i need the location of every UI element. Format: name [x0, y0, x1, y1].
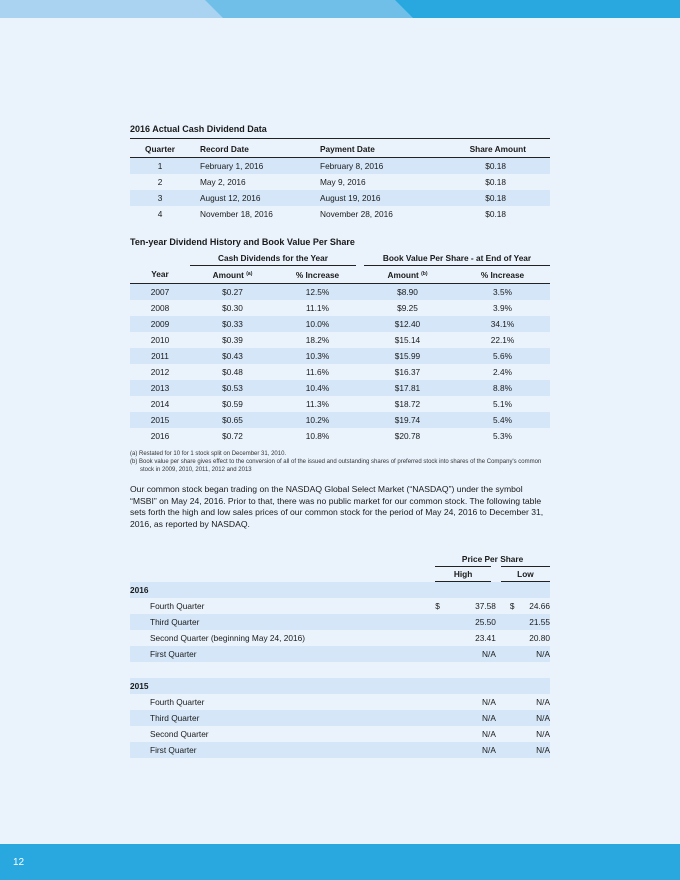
stock-trading-paragraph: Our common stock began trading on the NASDAQ Global Select Market (“NASDAQ”) under the symbol “MSBI” on May 24, 2016. Prior to that, there was no public market for our common stock. The following table sets forth the high and low sales prices of our common stock for the period of May 24, 2016 to December 31, 2016, as reported by NASDAQ.	[130, 484, 544, 529]
col-header: Amount $^{(b)}$	[360, 266, 455, 284]
table-row	[130, 694, 550, 710]
table-cell: May 2, 2016	[200, 177, 246, 187]
table-row	[130, 206, 550, 222]
table-row	[130, 710, 550, 726]
high-price: N/A	[482, 729, 496, 739]
table-cell: November 28, 2016	[320, 209, 393, 219]
year-label: 2016	[130, 582, 550, 599]
currency-symbol	[496, 710, 515, 726]
table-row	[130, 316, 550, 332]
table-row	[130, 380, 550, 396]
group-header-row	[130, 552, 550, 567]
table-cell: $0.18	[485, 177, 506, 187]
footnote-a: (a) Restated for 10 for 1 stock split on December 31, 2010.	[130, 451, 287, 457]
high-price: 23.41	[475, 633, 496, 643]
col-header: Share Amount	[430, 141, 550, 158]
high-price: 37.58	[475, 601, 496, 611]
table-cell: 2012	[150, 367, 170, 377]
table-cell: $0.30	[222, 303, 243, 313]
high-price: N/A	[447, 742, 496, 758]
quarter-label: Second Quarter (beginning May 24, 2016)	[150, 633, 305, 643]
table-row	[130, 284, 550, 301]
dividend-data-title: 2016 Actual Cash Dividend Data	[130, 124, 267, 134]
footnote-b: (b) Book value per share gives effect to the conversion of all of the issued and outstanding shares of preferred stock into shares of the Company's common stock in 2009, 2010, 2011, 2012 and 2013	[130, 459, 542, 473]
low-header: Low	[496, 567, 550, 582]
quarter-label: Fourth Quarter	[150, 601, 205, 611]
table-cell: $19.74	[360, 412, 455, 428]
table-cell: November 18, 2016	[200, 209, 273, 219]
table-cell: $0.43	[190, 348, 275, 364]
low-price: 24.66	[529, 601, 550, 611]
dividend-history-table	[130, 251, 550, 444]
currency-symbol	[435, 694, 447, 710]
table-cell: $16.37	[394, 367, 421, 377]
high-header: High	[435, 567, 496, 582]
table-cell: $0.18	[485, 209, 506, 219]
table-cell: $18.72	[394, 399, 421, 409]
table-cell: 11.3%	[306, 399, 329, 409]
table-cell: 10.0%	[275, 316, 360, 332]
group-header-row	[130, 251, 550, 266]
table-cell: $0.27	[190, 284, 275, 301]
currency-symbol	[496, 726, 515, 742]
table-cell: 2013	[130, 380, 190, 396]
table-cell: 2.4%	[493, 367, 512, 377]
high-price: N/A	[447, 646, 496, 662]
low-price: N/A	[515, 646, 550, 662]
col-header: % Increase	[455, 266, 550, 284]
table-cell: $0.33	[190, 316, 275, 332]
table-cell: May 9, 2016	[320, 177, 366, 187]
page-number: 12	[13, 857, 25, 868]
dividend-data-table	[130, 138, 550, 222]
table-cell: $12.40	[360, 316, 455, 332]
table-row	[130, 364, 550, 380]
table-cell: 10.3%	[275, 348, 360, 364]
table-cell: February 8, 2016	[310, 158, 430, 175]
book-value-group-header: Book Value Per Share - at End of Year	[360, 251, 550, 266]
table-cell: 5.1%	[493, 399, 512, 409]
table-cell: 2015	[130, 412, 190, 428]
table-cell: 2	[157, 177, 163, 187]
quarter-label: Third Quarter	[130, 710, 435, 726]
table-cell: 2010	[150, 335, 170, 345]
table-cell: 3	[130, 190, 190, 206]
quarter-label: First Quarter	[130, 742, 435, 758]
currency-symbol	[435, 614, 447, 630]
table-cell: 10.2%	[275, 412, 360, 428]
table-cell: 3.5%	[455, 284, 550, 301]
dividend-history-title: Ten-year Dividend History and Book Value Per Share	[130, 237, 355, 247]
section-spacer	[130, 662, 550, 678]
table-cell: 4	[157, 209, 163, 219]
table-cell: 3.9%	[493, 303, 512, 313]
footnote-marker: (a)	[246, 271, 253, 277]
col-header: Record Date	[190, 141, 310, 158]
col-header: Amount $^{(a)}$	[190, 266, 275, 284]
table-cell: February 1, 2016	[190, 158, 310, 175]
low-price: N/A	[536, 697, 550, 707]
table-cell: 8.8%	[455, 380, 550, 396]
table-cell: $0.18	[430, 158, 550, 175]
table-cell: $15.99	[360, 348, 455, 364]
table-cell: $15.14	[394, 335, 421, 345]
quarter-label: Fourth Quarter	[150, 697, 205, 707]
table-row	[130, 726, 550, 742]
price-per-share-header: Price Per Share	[435, 552, 550, 567]
currency-symbol	[435, 630, 447, 646]
table-cell: 2011	[130, 348, 190, 364]
table-cell: 2009	[130, 316, 190, 332]
table-cell: $17.81	[360, 380, 455, 396]
table-cell: $0.65	[190, 412, 275, 428]
table-row	[130, 348, 550, 364]
quarter-label: Second Quarter	[150, 729, 209, 739]
year-section-header	[130, 582, 550, 599]
table-row	[130, 158, 550, 175]
table-cell: $0.48	[222, 367, 243, 377]
cash-dividends-group-header: Cash Dividends for the Year	[190, 251, 360, 266]
currency-symbol	[435, 742, 447, 758]
top-decorative-band	[0, 0, 680, 18]
low-price: N/A	[515, 710, 550, 726]
table-cell: August 12, 2016	[190, 190, 310, 206]
table-cell: $20.78	[394, 431, 421, 441]
currency-symbol	[435, 646, 447, 662]
low-price: N/A	[536, 729, 550, 739]
low-price: N/A	[515, 742, 550, 758]
table-header-row	[130, 266, 550, 284]
currency-symbol	[496, 614, 515, 630]
table-header-row	[130, 141, 550, 158]
high-price: N/A	[447, 710, 496, 726]
table-cell: 2014	[150, 399, 170, 409]
table-row	[130, 646, 550, 662]
low-price: 21.55	[515, 614, 550, 630]
year-label: 2015	[130, 678, 550, 694]
table-cell: 12.5%	[275, 284, 360, 301]
table-cell: $0.53	[190, 380, 275, 396]
table-row	[130, 412, 550, 428]
col-header: % Increase	[275, 266, 360, 284]
table-cell: 11.6%	[306, 367, 329, 377]
table-cell: 2007	[130, 284, 190, 301]
currency-symbol	[435, 710, 447, 726]
footnotes	[130, 450, 550, 474]
table-cell: $0.39	[222, 335, 243, 345]
table-row	[130, 190, 550, 206]
table-cell: $0.72	[222, 431, 243, 441]
table-cell: 22.1%	[490, 335, 515, 345]
currency-symbol	[496, 742, 515, 758]
table-row	[130, 614, 550, 630]
table-row	[130, 742, 550, 758]
table-cell: 18.2%	[305, 335, 330, 345]
table-row	[130, 396, 550, 412]
table-cell: $8.90	[360, 284, 455, 301]
quarter-label: Third Quarter	[130, 614, 435, 630]
table-cell: 11.1%	[306, 303, 329, 313]
currency-symbol	[496, 646, 515, 662]
table-cell: 2016	[150, 431, 170, 441]
currency-symbol	[435, 726, 447, 742]
col-header: Payment Date	[310, 141, 430, 158]
low-price: 20.80	[529, 633, 550, 643]
table-cell: $9.25	[397, 303, 418, 313]
table-row	[130, 174, 550, 190]
table-cell: 1	[130, 158, 190, 175]
table-cell: $0.59	[222, 399, 243, 409]
table-cell: August 19, 2016	[310, 190, 430, 206]
table-row	[130, 332, 550, 348]
footnote-marker: (b)	[421, 271, 428, 277]
price-per-share-table	[130, 552, 550, 758]
table-cell: 5.3%	[493, 431, 512, 441]
price-per-share-body	[130, 582, 550, 759]
table-cell: 10.8%	[305, 431, 330, 441]
dividend-history-body	[130, 284, 550, 445]
table-cell: 2008	[150, 303, 170, 313]
table-row	[130, 630, 550, 646]
table-cell: 5.4%	[455, 412, 550, 428]
table-cell: $0.18	[430, 190, 550, 206]
currency-symbol: $	[509, 601, 515, 611]
table-row	[130, 428, 550, 444]
high-price: 25.50	[447, 614, 496, 630]
year-section-header	[130, 678, 550, 694]
footer-bar	[0, 844, 680, 880]
high-price: N/A	[482, 697, 496, 707]
table-row	[130, 300, 550, 316]
col-header: Year	[130, 266, 190, 284]
table-cell: 10.4%	[275, 380, 360, 396]
table-cell: 5.6%	[455, 348, 550, 364]
table-row	[130, 598, 550, 614]
table-header-row	[130, 567, 550, 582]
document-content	[130, 123, 550, 758]
quarter-label: First Quarter	[130, 646, 435, 662]
table-cell: 34.1%	[455, 316, 550, 332]
currency-symbol	[496, 630, 515, 646]
currency-symbol	[496, 694, 515, 710]
currency-symbol: $	[435, 601, 440, 611]
col-header: Quarter	[130, 141, 190, 158]
